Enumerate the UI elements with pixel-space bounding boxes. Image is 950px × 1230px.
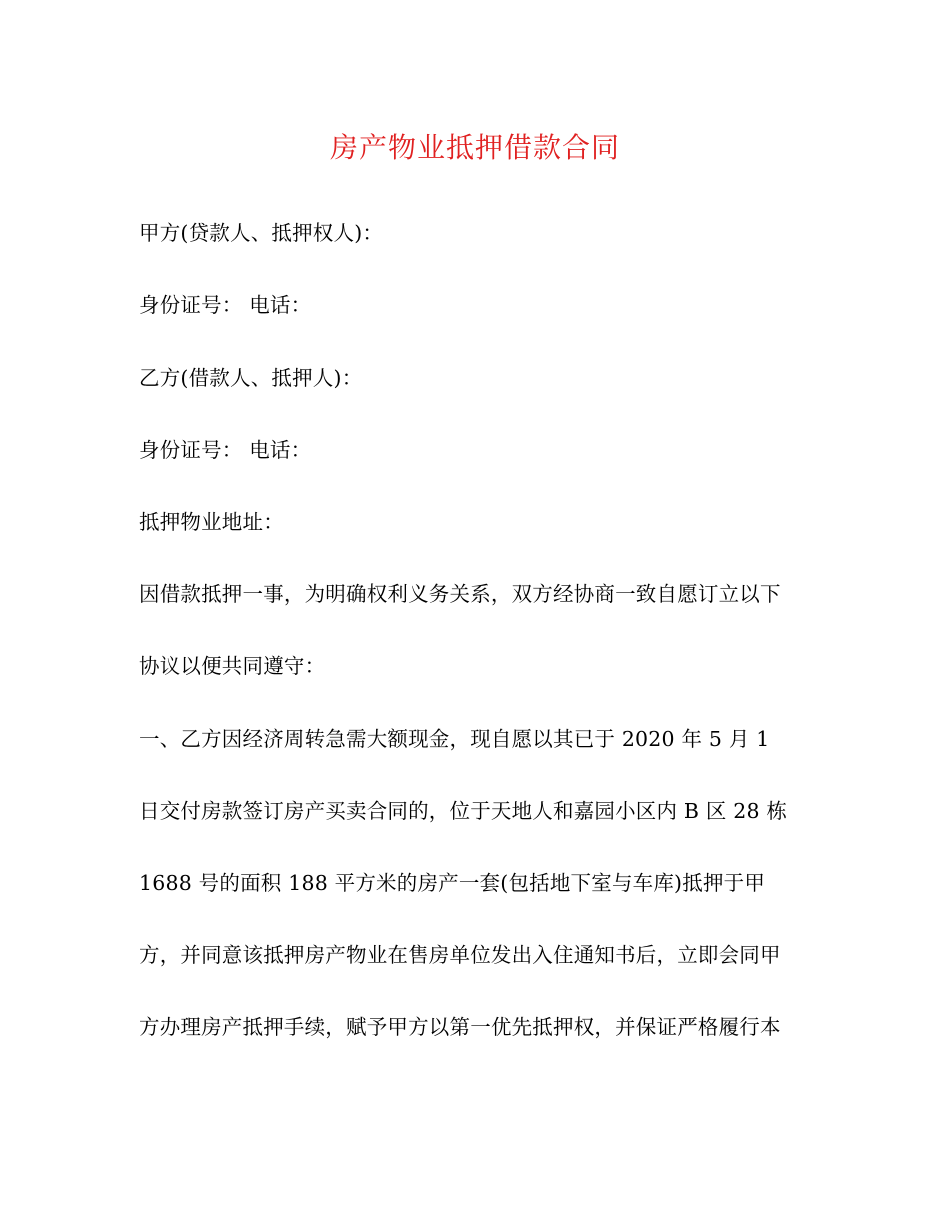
- borrower-id-phone-line: 身份证号： 电话：: [139, 438, 312, 462]
- clause-1-line-1: 一、乙方因经济周转急需大额现金，现自愿以其已于 2020 年 5 月 1: [139, 727, 770, 751]
- lender-id-phone-line: 身份证号： 电话：: [139, 293, 312, 317]
- clause-1-line-5: 方办理房产抵押手续，赋予甲方以第一优先抵押权，并保证严格履行本: [139, 1015, 781, 1039]
- borrower-line: 乙方(借款人、抵押人)：: [139, 366, 363, 390]
- clause-1-line-4: 方，并同意该抵押房产物业在售房单位发出入住通知书后，立即会同甲: [139, 943, 781, 967]
- clause-1-line-2: 日交付房款签订房产买卖合同的，位于天地人和嘉园小区内 B 区 28 栋: [139, 799, 788, 823]
- preamble-line-2: 协议以便共同遵守：: [139, 654, 326, 678]
- property-address-line: 抵押物业地址：: [139, 510, 284, 534]
- lender-line: 甲方(贷款人、抵押权人)：: [139, 221, 384, 245]
- clause-1-line-3: 1688 号的面积 188 平方米的房产一套(包括地下室与车库)抵押于甲: [139, 871, 766, 895]
- preamble-line-1: 因借款抵押一事，为明确权利义务关系，双方经协商一致自愿订立以下: [139, 582, 781, 606]
- document-title: 房产物业抵押借款合同: [329, 131, 620, 164]
